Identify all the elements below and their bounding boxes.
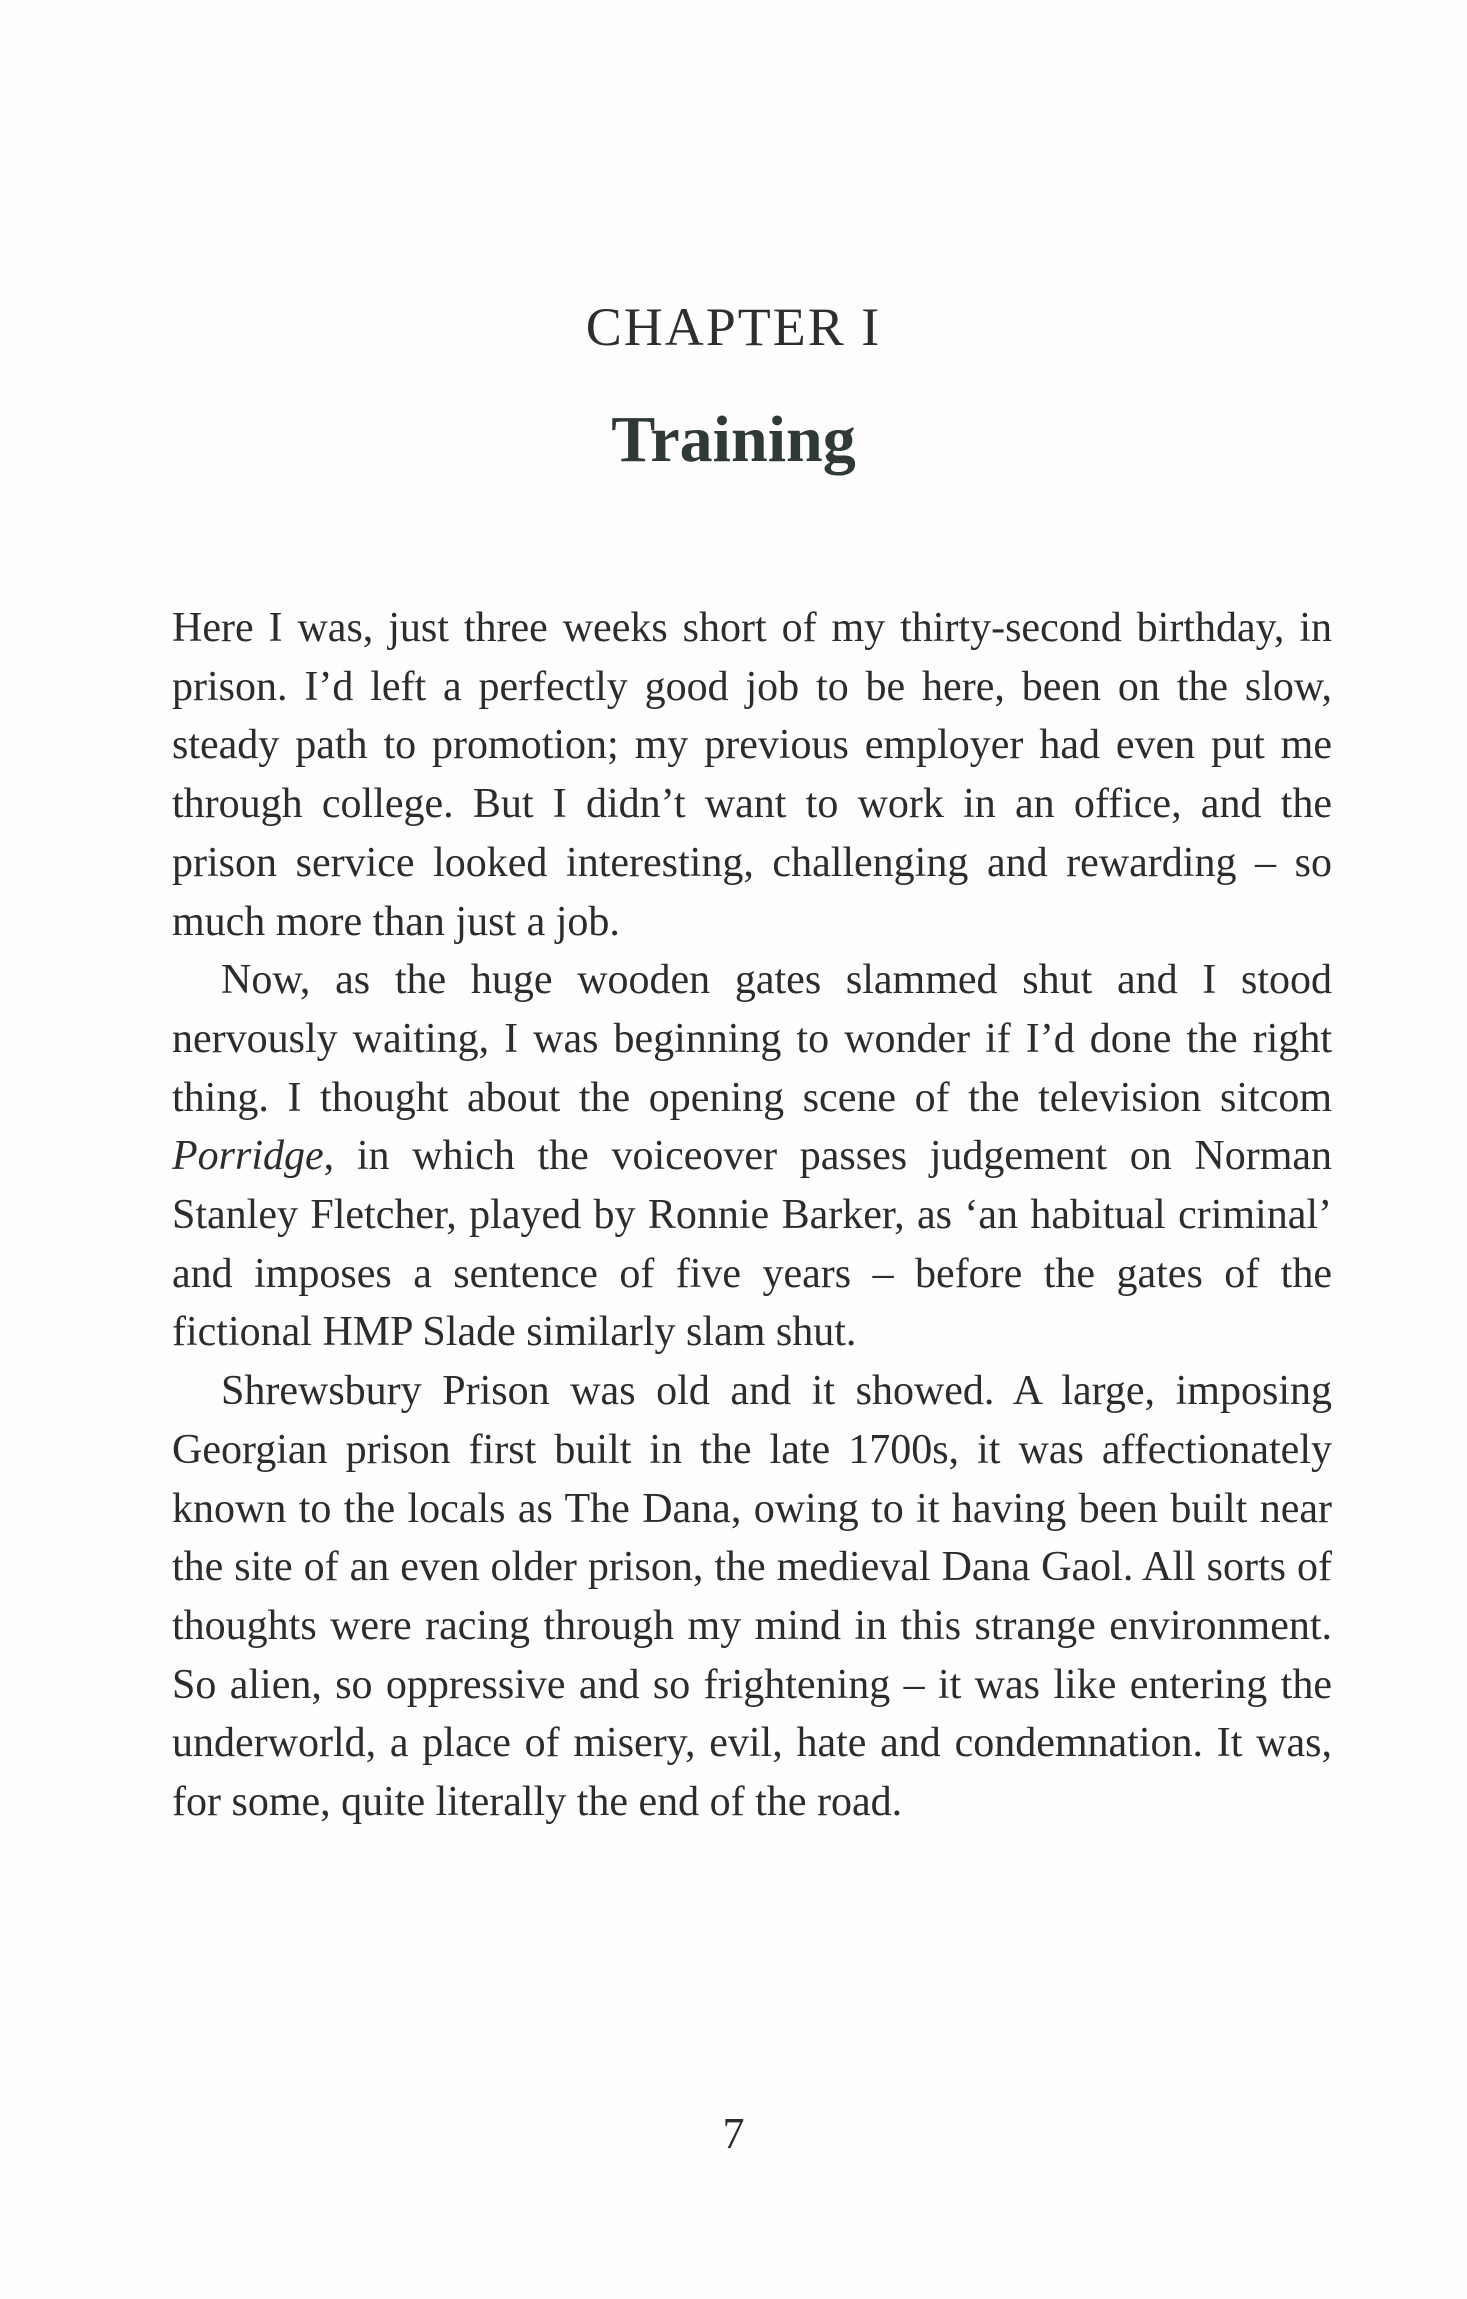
paragraph-1 <box>172 599 1332 951</box>
paragraph-2 <box>172 951 1332 1362</box>
paragraph-3-text: Shrewsbury Prison was old and it showed. A large, imposing Georgian prison first built in the late 1700s, it was affectionately known to the locals as The Dana, owing to it having been built near the site of an even older prison, the medieval Dana Gaol. All sorts of thoughts were racing through my mind in this strange environment. So alien, so oppressive and so frightening – it was like entering the underworld, a place of misery, evil, hate and condemnation. It was, for some, quite literally the end of the road. <box>172 1368 1332 1826</box>
page-number: 7 <box>722 2109 745 2158</box>
chapter-title: Training <box>611 403 856 476</box>
paragraph-2-text-start: Now, as the huge wooden gates slammed shut and I stood nervously waiting, I was beginning to wonder if I’d done the right thing. I thought about the opening scene of the television sitcom <box>172 957 1332 1121</box>
body-text <box>172 599 1332 1832</box>
chapter-number: CHAPTER I <box>585 297 882 357</box>
sitcom-title: Porridge <box>172 1133 324 1180</box>
paragraph-1-text: Here I was, just three weeks short of my thirty-second birthday, in prison. I’d left a perfectly good job to be here, been on the slow, steady path to promotion; my previous employer had even put me through college. But I didn’t want to work in an office, and the prison service looked interesting, challenging and rewarding – so much more than just a job. <box>172 605 1332 945</box>
paragraph-3 <box>172 1362 1332 1832</box>
paragraph-2-text-end: , in which the voiceover passes judgement on Norman Stanley Fletcher, played by Ronnie Barker, as ‘an habitual criminal’ and imposes a sentence of five years – before the gates of the fictional HMP Slade similarly slam shut. <box>172 1133 1332 1356</box>
